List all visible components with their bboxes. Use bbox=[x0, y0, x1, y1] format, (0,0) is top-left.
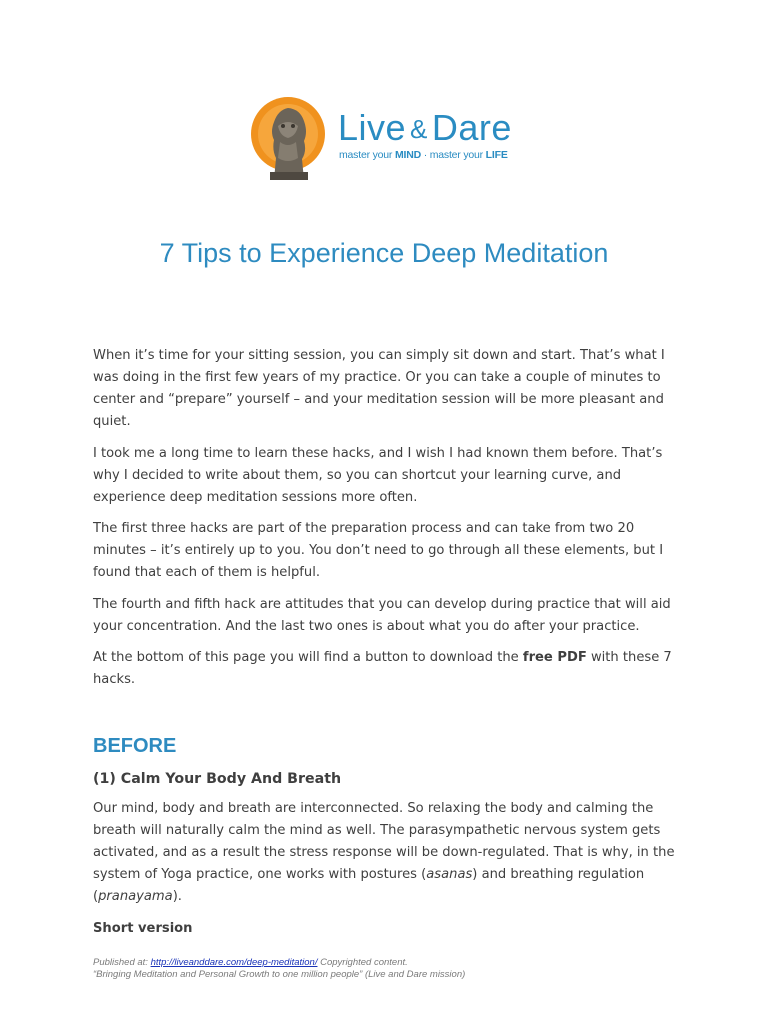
document-body bbox=[93, 345, 679, 949]
intro-paragraph-3: The first three hacks are part of the preparation process and can take from two 20 minutes – it’s entirely up to you. You don’t need to go through all these elements, but I found that each of them is helpful. bbox=[93, 521, 664, 580]
tagline-part2: · master your bbox=[420, 149, 486, 161]
tagline-part1: master your bbox=[339, 149, 395, 161]
short-version-label: Short version bbox=[93, 920, 193, 936]
calm-paragraph bbox=[93, 798, 679, 908]
p5-text-before: At the bottom of this page you will find a button to download the bbox=[93, 650, 523, 665]
brand-logo bbox=[250, 96, 530, 182]
logo-name-amp: & bbox=[410, 114, 428, 144]
footer-copyright: Copyrighted content. bbox=[317, 957, 408, 968]
logo-name-dare: Dare bbox=[431, 107, 512, 148]
intro-paragraph-5 bbox=[93, 647, 679, 691]
p5-text-after: with these 7 hacks. bbox=[93, 650, 672, 687]
logo-tagline bbox=[339, 149, 508, 162]
intro-paragraph-4: The fourth and fifth hack are attitudes that you can develop during practice that will aid your concentration. And the last two ones is about what you do after your practice. bbox=[93, 596, 671, 634]
footer-published-label: Published at: bbox=[93, 957, 151, 968]
asanas-term: asanas bbox=[426, 867, 473, 882]
section-heading-before: BEFORE bbox=[93, 735, 177, 757]
calm-text-after: ). bbox=[172, 889, 182, 904]
subsection-heading-calm: (1) Calm Your Body And Breath bbox=[93, 771, 342, 787]
intro-paragraph-2: I took me a long time to learn these hacks, and I wish I had known them before. That’s why I decided to write about them, so you can shortcut your learning curve, and experience deep meditation sessions more often. bbox=[93, 445, 663, 505]
calm-text-before: Our mind, body and breath are interconnected. So relaxing the body and calming the breath will naturally calm the mind as well. The parasympathetic nervous system gets activated, and as a result the stress response will be down-regulated. That is why, in the system of Yoga practice, one works with postures ( bbox=[93, 801, 675, 882]
tagline-life: LIFE bbox=[485, 149, 508, 161]
free-pdf-text: free PDF bbox=[522, 650, 587, 665]
calm-text-middle: ) and breathing regulation ( bbox=[93, 867, 645, 904]
lion-statue-icon bbox=[250, 96, 328, 180]
footer-line-1 bbox=[93, 957, 693, 969]
logo-name-live: Live bbox=[338, 107, 407, 148]
footer-source-link[interactable]: http://liveanddare.com/deep-meditation/ bbox=[150, 957, 318, 968]
intro-paragraph-1: When it’s time for your sitting session, you can simply sit down and start. That’s what I was doing in the first few years of my practice. Or you can take a couple of minutes to center and “prepare” yourself – and your meditation session will be more pleasant and quiet. bbox=[93, 348, 665, 429]
tagline-mind: MIND bbox=[394, 149, 421, 161]
document-title: 7 Tips to Experience Deep Meditation bbox=[159, 238, 609, 268]
page-footer bbox=[93, 957, 693, 981]
pranayama-term: pranayama bbox=[98, 889, 173, 904]
logo-wordmark bbox=[338, 108, 512, 149]
footer-mission: “Bringing Meditation and Personal Growth to one million people” (Live and Dare mission) bbox=[93, 969, 466, 980]
